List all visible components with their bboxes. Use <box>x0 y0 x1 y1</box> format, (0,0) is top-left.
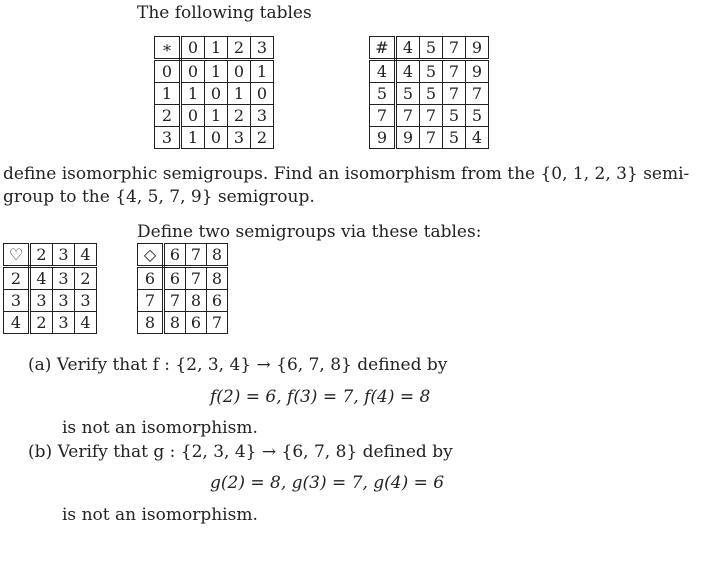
hash-table-cell: 7 <box>420 127 443 149</box>
heart-operation-table <box>3 243 97 334</box>
diamond-table-cell: 6 <box>164 267 186 290</box>
hash-table-cell: 7 <box>396 105 420 127</box>
hash-table-cell: 4 <box>466 127 489 149</box>
heart-table-cell: 3 <box>53 267 75 290</box>
star-table-row <box>155 127 274 149</box>
star-table-cell: 2 <box>155 105 181 127</box>
hash-table-cell: 5 <box>443 127 466 149</box>
hash-table-cell: 9 <box>370 127 396 149</box>
heart-table-cell: 2 <box>30 244 53 267</box>
hash-table-cell: 9 <box>466 37 489 60</box>
diamond-table-cell: 6 <box>164 244 186 267</box>
hash-table-cell: 4 <box>396 37 420 60</box>
diamond-table-header-row <box>138 244 228 267</box>
star-table-cell: 1 <box>251 60 274 83</box>
part-a-equation: f(2) = 6, f(3) = 7, f(4) = 8 <box>210 387 431 407</box>
diamond-table-row <box>138 312 228 334</box>
diamond-table-cell: 8 <box>164 312 186 334</box>
star-table-cell: 1 <box>181 127 205 149</box>
diamond-table-cell: 6 <box>186 312 207 334</box>
diamond-table-cell: 8 <box>138 312 164 334</box>
star-table-header-row <box>155 37 274 60</box>
diamond-operation-table <box>137 243 228 334</box>
hash-table-cell: 5 <box>370 83 396 105</box>
hash-table-cell: 9 <box>466 60 489 83</box>
hash-table-cell: 5 <box>420 83 443 105</box>
diamond-table-cell: 6 <box>138 267 164 290</box>
star-table-row <box>155 83 274 105</box>
hash-table-cell: # <box>370 37 396 60</box>
heart-table-row <box>4 267 97 290</box>
star-table-cell: 2 <box>228 105 251 127</box>
hash-table-cell: 9 <box>396 127 420 149</box>
hash-table-cell: 7 <box>370 105 396 127</box>
star-table-cell: 1 <box>155 83 181 105</box>
part-b-text: Verify that g : {2, 3, 4} → {6, 7, 8} defined by <box>57 442 453 462</box>
star-table-row <box>155 105 274 127</box>
hash-table-header-row <box>370 37 489 60</box>
hash-table-row <box>370 83 489 105</box>
heart-table-cell: 2 <box>4 267 30 290</box>
star-table-cell: 0 <box>181 60 205 83</box>
star-table-cell: 1 <box>181 83 205 105</box>
hash-table-cell: 5 <box>396 83 420 105</box>
star-table-row <box>155 60 274 83</box>
star-table-cell: 3 <box>155 127 181 149</box>
hash-operation-table <box>369 36 489 149</box>
heart-table-cell: 3 <box>53 312 75 334</box>
hash-table-cell: 7 <box>443 60 466 83</box>
heart-table-cell: 4 <box>4 312 30 334</box>
heart-table-cell: ♡ <box>4 244 30 267</box>
heart-table-cell: 2 <box>75 267 97 290</box>
diamond-table-cell: 7 <box>186 267 207 290</box>
hash-table-cell: 5 <box>420 37 443 60</box>
heart-table-cell: 3 <box>30 290 53 312</box>
star-table-cell: 0 <box>228 60 251 83</box>
star-table-cell: 0 <box>251 83 274 105</box>
hash-table-cell: 5 <box>466 105 489 127</box>
heart-table-cell: 3 <box>4 290 30 312</box>
hash-table-cell: 5 <box>443 105 466 127</box>
hash-table-cell: 5 <box>420 60 443 83</box>
hash-table-cell: 7 <box>420 105 443 127</box>
diamond-table-cell: 7 <box>138 290 164 312</box>
star-table-cell: 3 <box>251 105 274 127</box>
star-table-cell: 1 <box>205 60 228 83</box>
hash-table-row <box>370 60 489 83</box>
star-table-cell: 0 <box>205 83 228 105</box>
part-b-statement <box>28 442 453 462</box>
hash-table-cell: 4 <box>396 60 420 83</box>
star-table-cell: 1 <box>205 37 228 60</box>
star-table-cell: 1 <box>205 105 228 127</box>
star-table-cell: 0 <box>155 60 181 83</box>
paragraph-line-1: define isomorphic semigroups. Find an isomorphism from the {0, 1, 2, 3} semi- <box>3 164 690 184</box>
star-table-cell: ∗ <box>155 37 181 60</box>
paragraph-line-2: group to the {4, 5, 7, 9} semigroup. <box>3 187 315 207</box>
define-text: Define two semigroups via these tables: <box>137 222 482 242</box>
star-table-cell: 3 <box>228 127 251 149</box>
diamond-table-cell: 8 <box>207 244 228 267</box>
diamond-table-row <box>138 267 228 290</box>
diamond-table-row <box>138 290 228 312</box>
hash-table-row <box>370 105 489 127</box>
diamond-table-cell: 8 <box>186 290 207 312</box>
star-table-cell: 0 <box>181 37 205 60</box>
star-table-cell: 3 <box>251 37 274 60</box>
diamond-table-cell: 7 <box>164 290 186 312</box>
diamond-table-cell: 7 <box>186 244 207 267</box>
heart-table-cell: 4 <box>30 267 53 290</box>
hash-table-cell: 7 <box>443 37 466 60</box>
heart-table-cell: 3 <box>53 244 75 267</box>
part-a-statement <box>28 355 447 375</box>
heart-table-cell: 4 <box>75 244 97 267</box>
diamond-table-cell: 8 <box>207 267 228 290</box>
heart-table-cell: 4 <box>75 312 97 334</box>
star-table-cell: 0 <box>181 105 205 127</box>
intro-text: The following tables <box>137 3 312 23</box>
hash-table-cell: 4 <box>370 60 396 83</box>
star-table-cell: 2 <box>228 37 251 60</box>
part-b-conclusion: is not an isomorphism. <box>62 505 258 525</box>
heart-table-row <box>4 290 97 312</box>
diamond-table-cell: 7 <box>207 312 228 334</box>
heart-table-cell: 3 <box>53 290 75 312</box>
part-a-text: Verify that f : {2, 3, 4} → {6, 7, 8} defined by <box>56 355 448 375</box>
heart-table-row <box>4 312 97 334</box>
heart-table-cell: 2 <box>30 312 53 334</box>
heart-table-cell: 3 <box>75 290 97 312</box>
part-b-label: (b) <box>28 442 53 462</box>
star-table-cell: 0 <box>205 127 228 149</box>
star-table-cell: 1 <box>228 83 251 105</box>
part-a-label: (a) <box>28 355 52 375</box>
star-table-cell: 2 <box>251 127 274 149</box>
diamond-table-cell: ◇ <box>138 244 164 267</box>
star-operation-table <box>154 36 274 149</box>
part-a-conclusion: is not an isomorphism. <box>62 418 258 438</box>
heart-table-header-row <box>4 244 97 267</box>
diamond-table-cell: 6 <box>207 290 228 312</box>
hash-table-cell: 7 <box>466 83 489 105</box>
hash-table-row <box>370 127 489 149</box>
hash-table-cell: 7 <box>443 83 466 105</box>
part-b-equation: g(2) = 8, g(3) = 7, g(4) = 6 <box>210 473 445 493</box>
